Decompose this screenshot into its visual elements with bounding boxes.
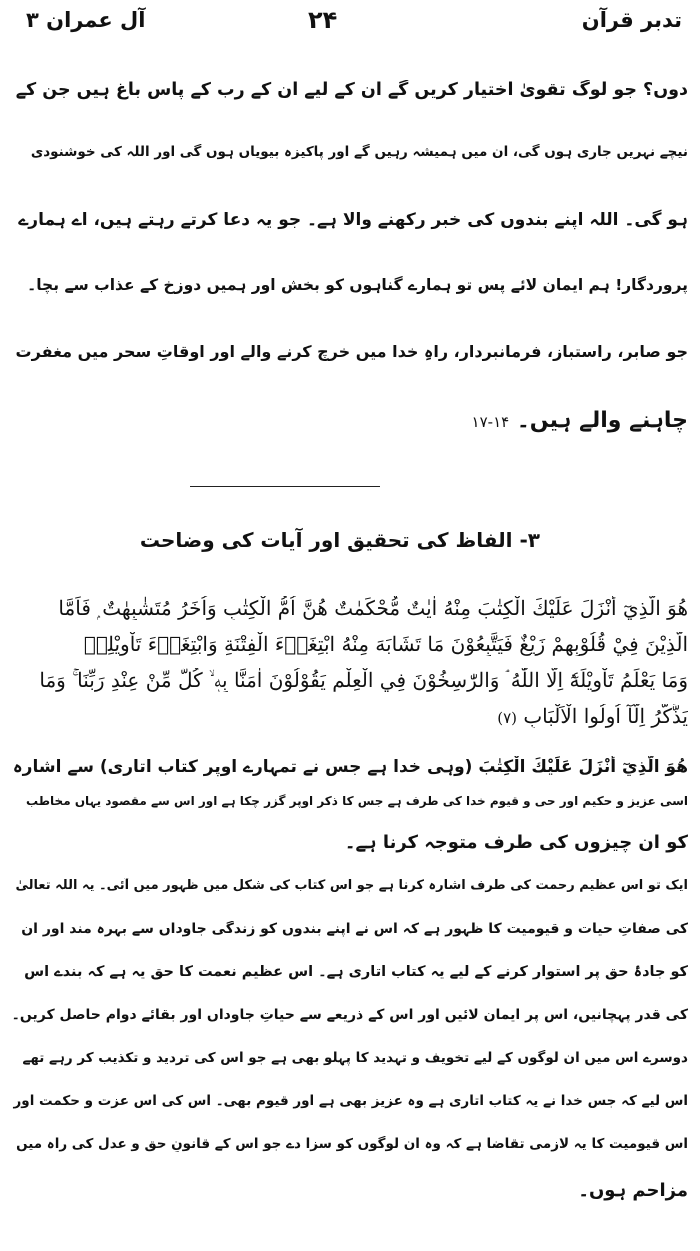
intro-last-line [10, 408, 688, 433]
quran-line: يَذَّكَّرُ اِلَّآ اُولُوا الْاَلْبَابِ [523, 704, 688, 728]
quran-line: الَّذِيْنَ فِيْ قُلُوْبِهِمْ زَيْغٌ فَيَتَّبِعُوْنَ مَا تَشَابَهَ مِنْهُ ابْتِغَاۗءَ الْفِتْنَةِ وَابْتِغَاۗءَ تَاْوِيْلِهٖ [83, 632, 688, 656]
commentary-line: هُوَ الَّذِيٓ أَنْزَلَ عَلَيْكَ الْكِتٰبَ (وہی خدا ہے جس نے تمہارے اوپر کتاب اتاری) سے اشارہ [12, 757, 688, 777]
commentary-line: کی قدر پہچانیں، اس پر ایمان لائیں اور اس کے ذریعے سے حیاتِ جاوداں اور بقائے دوام حاصل کریں۔ [11, 1007, 688, 1023]
section-heading: ۳- الفاظ کی تحقیق اور آیات کی وضاحت [139, 528, 540, 552]
running-title-book: تدبر قرآن [581, 8, 682, 32]
commentary-line: مزاحم ہوں۔ [578, 1180, 688, 1201]
quran-line: وَمَا يَعْلَمُ تَاْوِيْلَهٗٓ اِلَّا اللّٰهُ ۘ وَالرّٰسِخُوْنَ فِي الْعِلْمِ يَقُوْلُوْنَ اٰمَنَّا بِهٖ ۙ كُلٌّ مِّنْ عِنْدِ رَبِّنَا ۚ وَمَا [39, 668, 688, 692]
running-title-surah: آل عمران ۳ [26, 8, 146, 32]
intro-line: دوں؟ جو لوگ تقویٰ اختیار کریں گے ان کے لیے ان کے رب کے پاس باغ ہیں جن کے [15, 80, 688, 100]
commentary-line: کو جادۂ حق پر استوار کرنے کے لیے یہ کتاب اتاری ہے۔ اس عظیم نعمت کا حق یہ ہے کہ بندے اس [24, 964, 688, 980]
commentary-line: اس قیومیت کا یہ لازمی تقاضا ہے کہ وہ ان لوگوں کو سزا دے جو اس کے قانونِ حق و عدل کی راہ میں [16, 1136, 688, 1152]
intro-line: نیچے نہریں جاری ہوں گی، ان میں ہمیشہ رہیں گے اور پاکیزہ بیویاں ہوں گی اور اللہ کی خوشنودی [30, 144, 688, 160]
intro-line: چاہنے والے ہیں۔ [516, 408, 688, 433]
intro-line: ہو گی۔ اللہ اپنے بندوں کی خبر رکھنے والا ہے۔ جو یہ دعا کرتے رہتے ہیں، اے ہمارے [18, 210, 688, 230]
commentary-line: کی صفاتِ حیات و قیومیت کا ظہور ہے کہ اس نے اپنے بندوں کو زندگی جاوداں سے بہرہ مند اور ان [21, 921, 688, 937]
verse-range-ref: ۱۴-۱۷ [471, 413, 510, 431]
page-header [8, 6, 692, 46]
intro-line: جو صابر، راستباز، فرمانبردار، راہِ خدا میں خرچ کرنے والے اور اوقاتِ سحر میں مغفرت [15, 342, 688, 361]
section-divider [190, 486, 380, 487]
page-number: ۲۴ [308, 6, 338, 34]
commentary-line: اس لیے کہ جس خدا نے یہ کتاب اتاری ہے وہ عزیز بھی ہے اور قیوم بھی۔ اس کی اس عزت و حکمت اور [13, 1093, 688, 1109]
quran-last-line [10, 704, 688, 728]
quran-line: هُوَ الَّذِيٓ أَنْزَلَ عَلَيْكَ الْكِتٰبَ مِنْهُ اٰيٰتٌ مُّحْكَمٰتٌ هُنَّ اُمُّ الْكِتٰبِ وَاُخَرُ مُتَشٰبِهٰتٌ ۭ فَاَمَّا [58, 596, 688, 620]
commentary-line: اسی عزیز و حکیم اور حی و قیوم خدا کی طرف ہے جس کا ذکر اوپر گزر چکا ہے اور اس سے مقصود یہاں مخاطب [26, 794, 688, 808]
verse-number: (۷) [497, 709, 517, 727]
intro-line: پروردگار! ہم ایمان لائے پس تو ہمارے گناہوں کو بخش اور ہمیں دوزخ کے عذاب سے بچا۔ [27, 276, 688, 294]
commentary-line: دوسرے اس میں ان لوگوں کے لیے تخویف و تہدید کا پہلو بھی ہے جو اس کی تردید و تکذیب کر رہے تھے [22, 1050, 688, 1066]
commentary-line: ایک تو اس عظیم رحمت کی طرف اشارہ کرنا ہے جو اس کتاب کی شکل میں ظہور میں آئی۔ یہ اللہ تعالیٰ [15, 878, 688, 893]
commentary-line: کو ان چیزوں کی طرف متوجہ کرنا ہے۔ [344, 832, 688, 853]
